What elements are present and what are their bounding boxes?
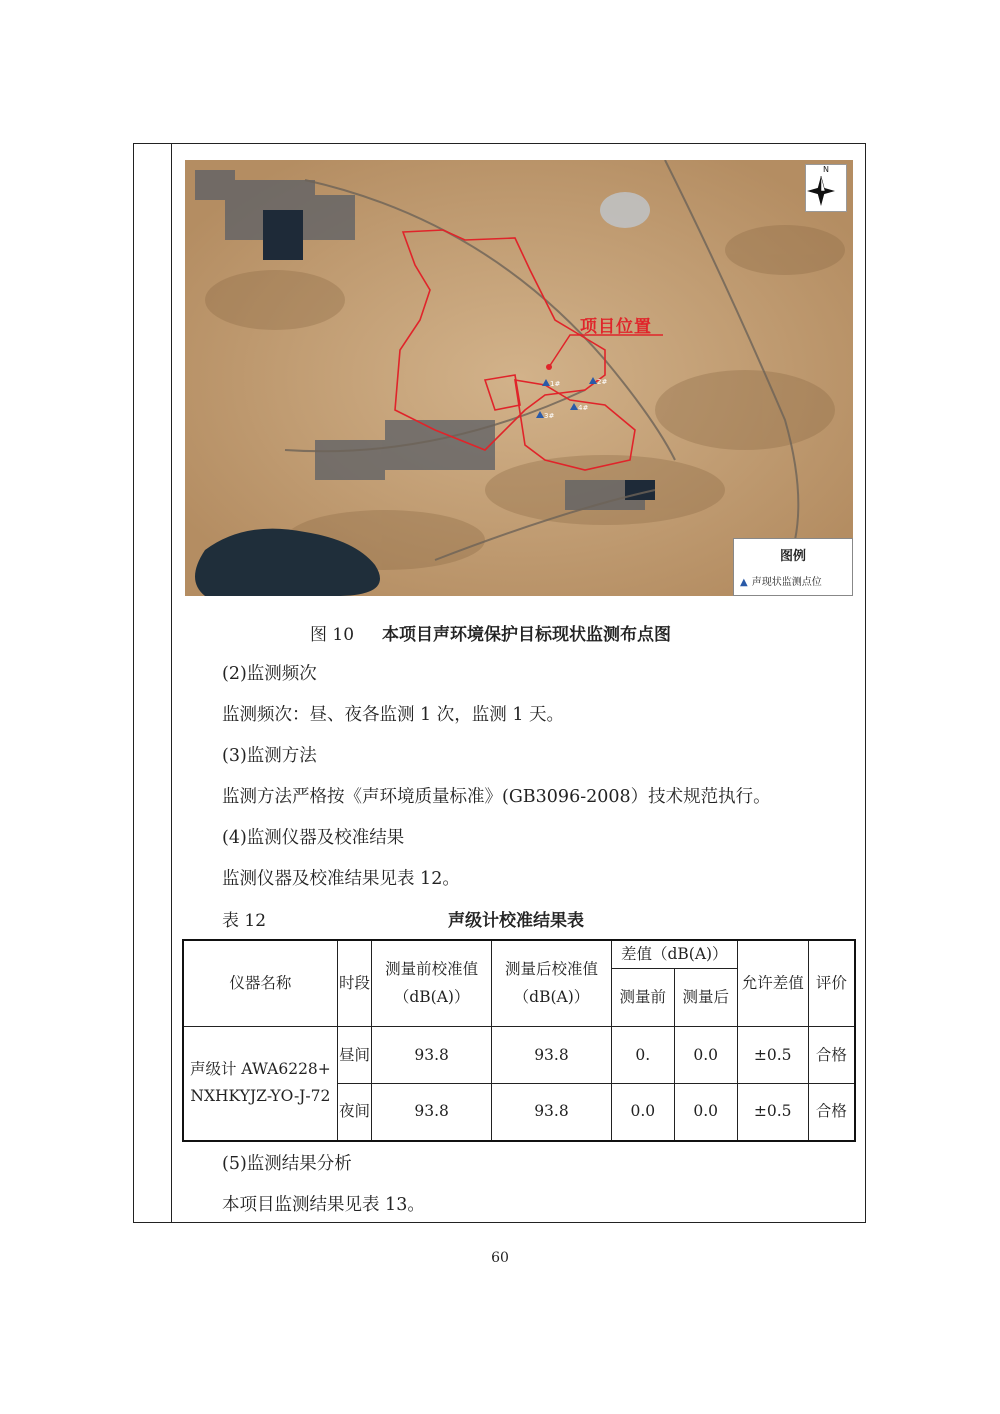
- header-evaluation: 评价: [808, 940, 855, 1027]
- cell-diff-after: 0.0: [674, 1027, 737, 1084]
- section-heading: (2)监测频次: [222, 664, 317, 684]
- paragraph: 监测频次：昼、夜各监测 1 次，监测 1 天。: [222, 705, 565, 725]
- cell-before: 93.8: [372, 1027, 492, 1084]
- legend-title: 图例: [779, 549, 806, 564]
- figure-title: 本项目声环境保护目标现状监测布点图: [382, 625, 672, 645]
- paragraph: 监测方法严格按《声环境质量标准》(GB3096-2008）技术规范执行。: [222, 787, 771, 807]
- monitoring-point-label: 1#: [550, 380, 561, 388]
- quarry: [600, 192, 650, 228]
- paragraph: 监测仪器及校准结果见表 12。: [222, 869, 460, 889]
- table-title: 声级计校准结果表: [448, 911, 584, 931]
- legend-item-label: 声现状监测点位: [751, 577, 822, 588]
- page-number: 60: [491, 1250, 509, 1266]
- map-legend: [733, 538, 853, 596]
- legend-item: [740, 573, 852, 588]
- section-heading: (3)监测方法: [222, 746, 317, 766]
- header-instrument: 仪器名称: [183, 940, 337, 1027]
- compass-icon: [806, 175, 836, 207]
- header-diff: 差值（dB(A)）: [611, 940, 737, 969]
- north-arrow: [805, 164, 847, 212]
- satellite-map: [185, 160, 853, 596]
- cell-period: 昼间: [337, 1027, 372, 1084]
- cell-after: 93.8: [492, 1084, 612, 1141]
- instrument-name: 声级计 AWA6228+ NXHKYJZ-YO-J-72: [183, 1027, 337, 1141]
- table-number: 表 12: [222, 911, 267, 931]
- header-diff-after: 测量后: [674, 969, 737, 1027]
- cell-diff-before: 0.0: [611, 1084, 674, 1141]
- monitoring-point-label: 2#: [597, 378, 608, 386]
- figure-caption: [310, 620, 671, 645]
- cell-evaluation: 合格: [808, 1027, 855, 1084]
- table-header-row: [183, 940, 855, 969]
- header-before: 测量前校准值（dB(A)）: [372, 940, 492, 1027]
- header-after: 测量后校准值（dB(A)）: [492, 940, 612, 1027]
- figure-number: 图 10: [310, 625, 355, 645]
- cell-allowed: ±0.5: [737, 1027, 808, 1084]
- header-diff-before: 测量前: [611, 969, 674, 1027]
- table-row: [183, 1027, 855, 1084]
- triangle-icon: ▲: [740, 577, 748, 588]
- monitoring-point-label: 3#: [544, 412, 555, 420]
- header-period: 时段: [337, 940, 372, 1027]
- project-location-label: 项目位置: [580, 317, 652, 337]
- monitoring-point-label: 4#: [578, 404, 589, 412]
- cell-diff-after: 0.0: [674, 1084, 737, 1141]
- frame-divider: [171, 143, 172, 1223]
- cell-before: 93.8: [372, 1084, 492, 1141]
- header-allowed: 允许差值: [737, 940, 808, 1027]
- cell-after: 93.8: [492, 1027, 612, 1084]
- cell-evaluation: 合格: [808, 1084, 855, 1141]
- cell-allowed: ±0.5: [737, 1084, 808, 1141]
- cell-diff-before: 0.: [611, 1027, 674, 1084]
- calibration-table: [182, 939, 856, 1142]
- cell-period: 夜间: [337, 1084, 372, 1141]
- section-heading: (5)监测结果分析: [222, 1154, 352, 1174]
- north-label: N: [823, 165, 829, 174]
- section-heading: (4)监测仪器及校准结果: [222, 828, 405, 848]
- map-graphic: [185, 160, 853, 596]
- paragraph: 本项目监测结果见表 13。: [222, 1195, 425, 1215]
